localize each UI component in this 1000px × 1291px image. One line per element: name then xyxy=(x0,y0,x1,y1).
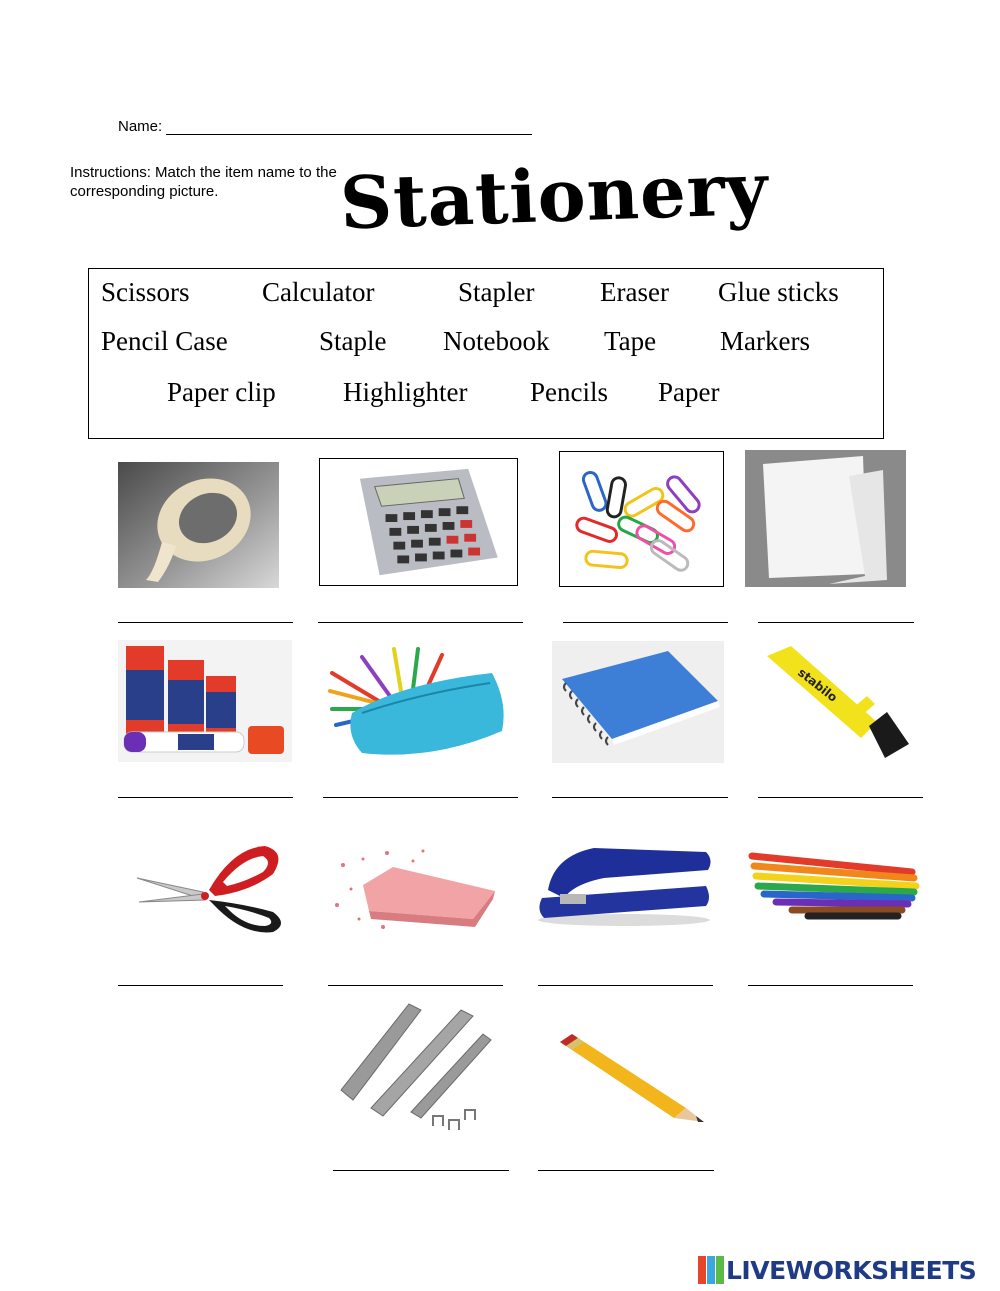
word-pencil-case: Pencil Case xyxy=(101,326,228,356)
word-tape: Tape xyxy=(604,326,657,356)
paper-clips-picture xyxy=(559,451,724,587)
name-label: Name: xyxy=(118,118,163,135)
word-glue-sticks: Glue sticks xyxy=(718,277,839,307)
word-stapler: Stapler xyxy=(458,277,535,307)
pencil-picture xyxy=(552,1028,707,1126)
name-input-line[interactable] xyxy=(166,120,532,135)
pencil-case-picture xyxy=(322,643,510,763)
glue-sticks-picture xyxy=(118,640,292,762)
answer-blank-scissors[interactable] xyxy=(118,985,283,986)
word-scissors: Scissors xyxy=(101,277,190,307)
liveworksheets-logo-icon xyxy=(698,1256,724,1284)
answer-blank-notebook[interactable] xyxy=(552,797,728,798)
scissors-picture xyxy=(133,838,289,936)
answer-blank-paper-clips[interactable] xyxy=(563,622,728,623)
word-staple: Staple xyxy=(319,326,387,356)
answer-blank-paper[interactable] xyxy=(758,622,914,623)
word-pencils: Pencils xyxy=(530,377,608,407)
logo-text: LIVEWORKSHEETS xyxy=(726,1255,977,1285)
svg-text:stabilo: stabilo xyxy=(795,665,841,705)
answer-blank-staples[interactable] xyxy=(333,1170,509,1171)
answer-blank-calculator[interactable] xyxy=(318,622,523,623)
markers-picture xyxy=(742,846,922,924)
word-markers: Markers xyxy=(720,326,810,356)
word-calculator: Calculator xyxy=(262,277,375,307)
name-field xyxy=(118,118,532,135)
page-title: Stationery xyxy=(338,145,770,246)
word-eraser: Eraser xyxy=(600,277,669,307)
calculator-picture xyxy=(319,458,518,586)
answer-blank-stapler[interactable] xyxy=(538,985,713,986)
answer-blank-pencil[interactable] xyxy=(538,1170,714,1171)
answer-blank-pencil-case[interactable] xyxy=(323,797,518,798)
answer-blank-tape[interactable] xyxy=(118,622,293,623)
tape-picture xyxy=(118,462,279,588)
answer-blank-highlighter[interactable] xyxy=(758,797,923,798)
word-highlighter: Highlighter xyxy=(343,377,468,407)
highlighter-picture xyxy=(757,642,915,762)
staples-picture xyxy=(337,1000,495,1140)
instructions: Instructions: Match the item name to the corresponding picture. xyxy=(70,164,337,200)
word-paper-clip: Paper clip xyxy=(167,377,276,407)
answer-blank-glue-sticks[interactable] xyxy=(118,797,293,798)
answer-blank-markers[interactable] xyxy=(748,985,913,986)
word-notebook: Notebook xyxy=(443,326,550,356)
eraser-picture xyxy=(323,845,505,937)
paper-picture xyxy=(745,450,906,587)
stapler-picture xyxy=(534,840,714,928)
word-paper: Paper xyxy=(658,377,720,407)
answer-blank-eraser[interactable] xyxy=(328,985,503,986)
liveworksheets-logo xyxy=(698,1255,976,1285)
notebook-picture xyxy=(552,641,724,763)
